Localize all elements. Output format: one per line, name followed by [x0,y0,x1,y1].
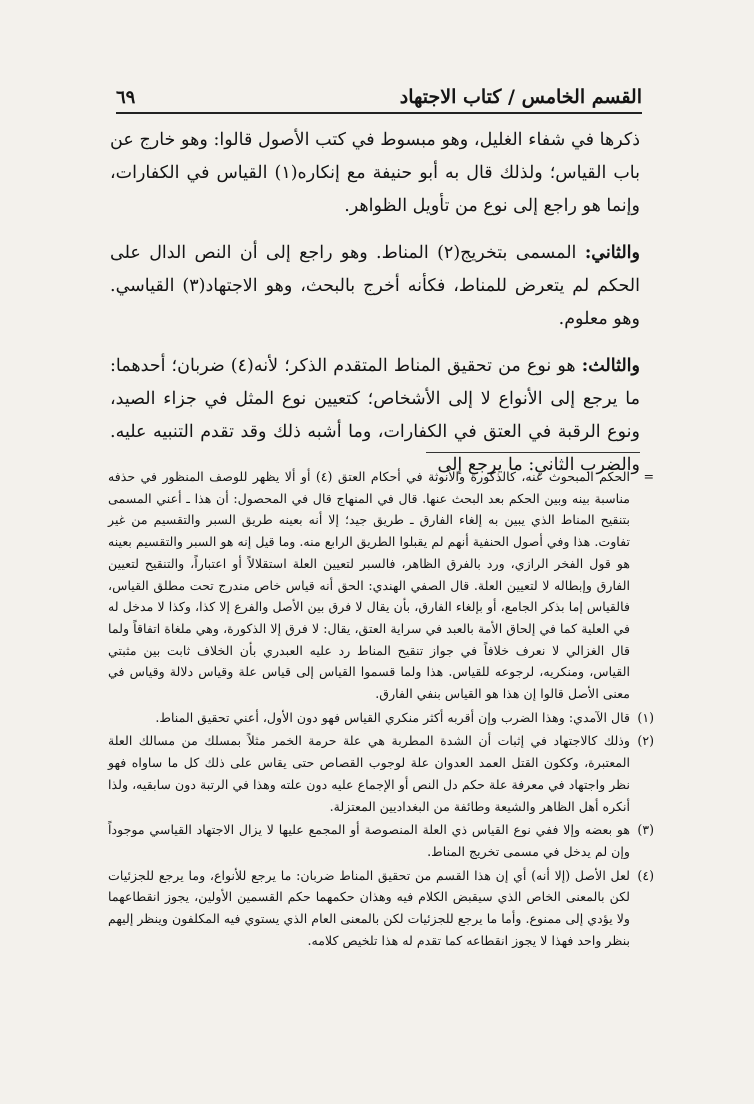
page-number: ٦٩ [116,87,136,108]
footnote-3 [108,819,654,862]
footnote-text: وذلك كالاجتهاد في إثبات أن الشدة المطربة هي علة حرمة الخمر مثلاً بمسلك من مسالك العلة المعتبرة، وككون القتل العمد العدوان علة لوجوب القصاص حتى يقاس على ذلك كل ما ساواه فهو نظر واجتهاد في معرفة علة حكم دل النص أو الإجماع عليه دون علته وهذا في الرتبة دون سابقيه، ولذا أنكره أهل الظاهر والشيعة وطائفة من البغداديين المعتزلة. [108,733,630,814]
footnotes [108,466,654,953]
footnote-mark: (٤) [637,867,654,883]
footnote-separator [426,452,640,453]
paragraph-2 [110,237,640,336]
footnote-mark: (٣) [637,822,654,838]
paragraph-2-text: المسمى بتخريج(٢) المناط. وهو راجع إلى أن النص الدال على الحكم لم يتعرض للمناط، فكأنه أخرج بالبحث، وهو الاجتهاد(٣) القياسي. وهو معلوم. [110,243,640,329]
paragraph-3-text: هو نوع من تحقيق المناط المتقدم الذكر؛ لأنه(٤) ضربان؛ أحدهما: ما يرجع إلى الأنواع لا إلى الأشخاص؛ كتعيين نوع المثل في جزاء الصيد، ونوع الرقبة في العتق في الكفارات، وما أشبه ذلك وقد تقدم التنبيه عليه. والضرب الثاني: ما يرجع إلى [110,356,640,475]
footnote-text: الحكم المبحوث عنه، كالذكورة والأنوثة في أحكام العتق (٤) أو ألا يظهر للوصف المنظور في حذفه مناسبة بينه وبين الحكم بعد البحث عنها. قال في المنهاج قال في المحصول: أن هذا ـ أعني المسمى بتنقيح المناط الذي يبين به إلغاء الفارق ـ طريق جيد؛ إلا أنه بعينه طريق السبر والتقسيم من غير تفاوت. هذا وفي أصول الحنفية أنهم لم يقبلوا الطريق الرابع منه. وما قيل إنه هو السبر والتقسيم بعينه هو قول الفخر الرازي، ورد بالفرق الظاهر، فالسبر لتعيين العلة استقلالاً أو اعتباراً، والتنقيح لتعيين الفارق وإبطاله لا لتعيين العلة. قال الصفي الهندي: الحق أنه قياس خاص مندرج تحت مطلق القياس، فالقياس إما بذكر الجامع، أو بإلغاء الفارق، بأن يقال لا فرق بين الأصل والفرع إلا كذا، وكذا لا مدخل له في العلية كما في إلحاق الأمة بالعبد في سراية العتق، يقال: لا فرق إلا الذكورة، وهي ملغاة اتفاقاً ولما قال الغزالي لا نعرف خلافاً في جواز تنقيح المناط رد عليه العبدري بأن الخلاف ثابت بين مثبتي القياس، ومنكريه، لرجوعه للقياس. هذا ولما قسموا القياس إلى قياس علة وقياس دلالة وقياس في معنى الأصل قالوا إن هذا هو القياس بنفي الفارق. [108,469,630,702]
footnote-4 [108,865,654,952]
paragraph-1-text: ذكرها في شفاء الغليل، وهو مبسوط في كتب الأصول قالوا: وهو خارج عن باب القياس؛ ولذلك قال به أبو حنيفة مع إنكاره(١) القياس في الكفارات، وإنما هو راجع إلى نوع من تأويل الظواهر. [110,130,641,216]
running-header [116,72,642,114]
footnote-mark: (٢) [637,733,654,749]
footnote-mark: = [643,469,654,484]
main-text [110,124,640,496]
footnote-2 [108,730,654,817]
footnote-text: قال الآمدي: وهذا الضرب وإن أقربه أكثر منكري القياس فهو دون الأول، أعني تحقيق المناط. [155,709,630,725]
footnote-text: هو بعضه وإلا ففي نوع القياس ذي العلة المنصوصة أو المجمع عليها لا يزال الاجتهاد القياسي موجوداً وإن لم يدخل في مسمى تخريج المناط. [108,822,630,859]
footnote-text: لعل الأصل (إلا أنه) أي إن هذا القسم من تحقيق المناط ضربان: ما يرجع للأنواع، وما يرجع للجزئيات لكن بالمعنى الخاص الذي سيقبض الكلام فيه وهذان حكمهما حكم القسمين الأولين، يجوز انقطاعهما ولا يؤدي إلى ممنوع. وأما ما يرجع للجزئيات لكن بالمعنى العام الذي يستوي فيه المكلفون وينظر إليهم بنظر واحد فهذا لا يجوز انقطاعه كما تقدم له هذا تلخيص كلامه. [108,867,630,948]
header-title: القسم الخامس / كتاب الاجتهاد [399,86,642,108]
footnote-1 [108,707,654,729]
paragraph-1 [110,124,640,223]
paragraph-3-lead: والثالث: [581,356,640,376]
footnote-continuation [108,466,654,705]
paragraph-3 [110,350,640,482]
footnote-mark: (١) [637,709,654,725]
paragraph-2-lead: والثاني: [584,243,640,263]
